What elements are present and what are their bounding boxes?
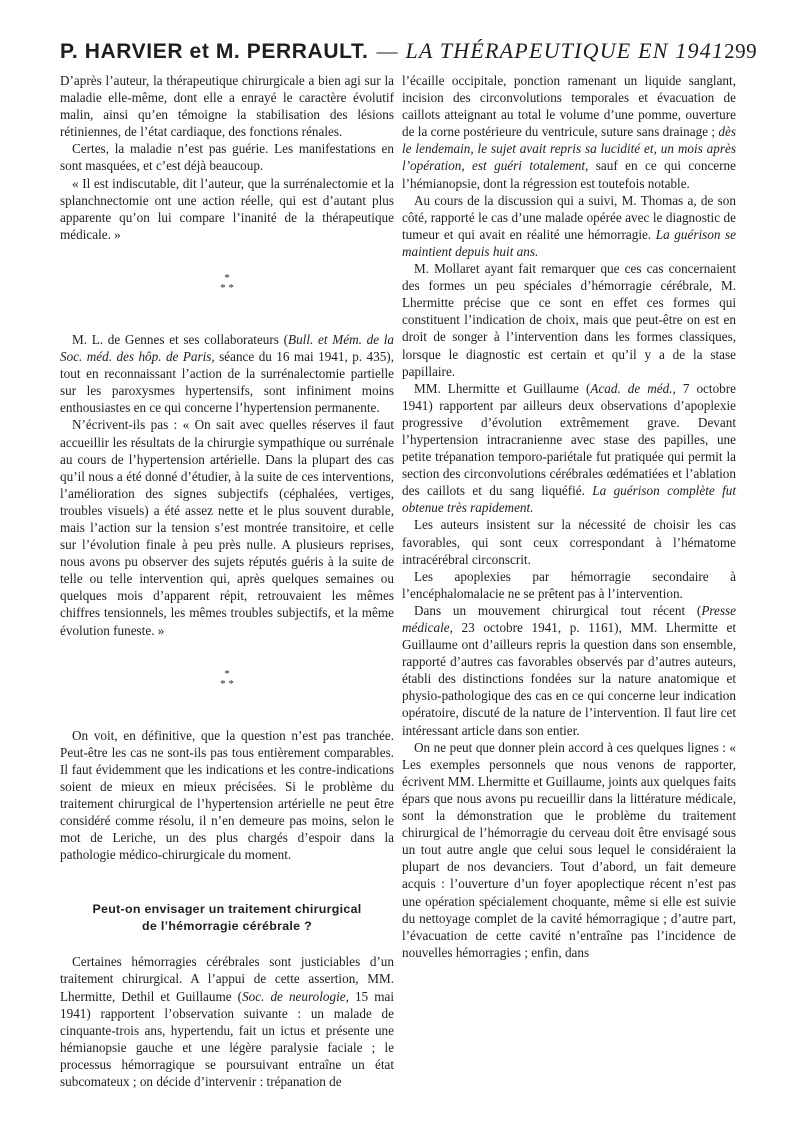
- emphasis: La guérison se maintient depuis huit ans.: [402, 226, 736, 259]
- paragraph: [60, 331, 394, 416]
- left-column: [60, 72, 394, 1090]
- paragraph: On voit, en définitive, que la question n’est pas tranchée. Peut-être les cas ne sont-ils pas tous entièrement comparables. Il faut évidemment que les indications et les contre-indications soient de mieux en mieux précisées. Si le problème du traitement chirurgical de l’hypertension artérielle ne peut être considéré comme résolu, il n’en demeure pas moins, selon le mot de Leriche, un des plus chargés d’espoir dans la pathologie médico-chirurgicale du moment.: [60, 727, 394, 863]
- section-ornament: [60, 273, 394, 293]
- text-run: l’écaille occipitale, ponction ramenant un liquide sanglant, incision des circonvolutions temporales et évacuation de caillots atteignant au total le volume d’une pomme, ouverture de la corne postérieure du ventricule, suture sans drainage ;: [402, 73, 736, 140]
- paragraph: M. Mollaret ayant fait remarquer que ces cas concernaient des formes un peu spéciales d’hémorragie cérébrale, M. Lhermitte précise que ce sont en effet ces formes qui constituent l’indication de choix, mais que peut-être on est en droit de songer à l’intervention dans les formes classiques, lorsque le diagnostic est certain et qu’il y a de la stase papillaire.: [402, 261, 736, 379]
- text-run: 7 octobre 1941) rapportent par ailleurs deux observations d’apoplexie progressive d’évolution extrêmement grave. Devant l’hypertension intracranienne avec stase des papilles, une petite trépanation temporo-pariétale fut pratiquée qui permit la section des circonvolutions cérébrales œdématiées et l’ablation des caillots et du sang liquéfié.: [402, 380, 736, 499]
- paragraph: D’après l’auteur, la thérapeutique chirurgicale a bien agi sur la maladie elle-même, dont elle a enrayé le caractère évolutif malin, ainsi qu’en témoigne la stabilisation des lésions rétiniennes, de l’état cardiaque, des fonctions rénales.: [60, 73, 394, 140]
- text-run: MM. Lhermitte et Guillaume (: [414, 380, 591, 396]
- section-ornament: [60, 669, 394, 689]
- text-run: séance du 16 mai 1941, p. 435), tout en reconnaissant l’action de la surrénalectomie partielle sur les paroxysmes hypertensifs, sont infiniment moins enthousiastes en ce qui concerne l’hypertension permanente.: [60, 349, 394, 416]
- paragraph: [60, 953, 394, 1090]
- emphasis: dès le lendemain, le sujet avait repris sa lucidité et, un mois après l’opération, est guéri totalement,: [402, 124, 736, 174]
- citation: Soc. de neurologie,: [242, 988, 349, 1004]
- asterism-top: *: [224, 271, 230, 284]
- paragraph: Les auteurs insistent sur la nécessité de choisir les cas favorables, qui sont ceux correspondant à l’hématome intracérébral circonscrit.: [402, 517, 736, 567]
- citation: Presse médicale,: [402, 602, 736, 635]
- page-number: 299: [724, 39, 758, 63]
- header-separator: —: [376, 39, 398, 63]
- right-column: [402, 72, 736, 1090]
- paragraph: « Il est indiscutable, dit l’auteur, que la surrénalectomie et la splanchnectomie ont une action réelle, qui est d’autant plus apparente qu’on lui compare l’inanité de la thérapeutique médicale. »: [60, 175, 394, 242]
- paragraph: [402, 72, 736, 192]
- running-header: [60, 38, 758, 72]
- paragraph: Certes, la maladie n’est pas guérie. Les manifestations en sont masquées, et c’est déjà beaucoup.: [60, 141, 394, 174]
- header-title: LA THÉRAPEUTIQUE EN 1941: [405, 38, 725, 63]
- header-authors: P. HARVIER et M. PERRAULT.: [60, 40, 369, 63]
- paragraph: N’écrivent-ils pas : « On sait avec quelles réserves il faut accueillir les résultats de la chirurgie sympathique ou surrénale au cours de l’hypertension artérielle. Dans la plupart des cas qu’il nous a été donné d’étudier, à la suite de ces interventions, l’amélioration des signes subjectifs (céphalées, vertiges, troubles visuels) a été assez nette et le plus souvent durable, mais l’action sur la tension s’est montrée transitoire, et celle sur l’évolution finale à peu près nulle. A plusieurs reprises, nous avons pu observer des sujets réputés guéris à la suite de telle ou telle intervention qui, après quelques semaines ou quelques mois d’apparent répit, retrouvaient les mêmes chiffres tensionnels, les mêmes troubles subjectifs, et la même évolution funeste. »: [60, 417, 394, 638]
- paragraph: On ne peut que donner plein accord à ces quelques lignes : « Les exemples personnels que nous venons de rapporter, écrivent MM. Lhermitte et Guillaume, joints aux quelques faits épars que nous avons pu recueillir dans la littérature médicale, sont la démonstration que le problème du traitement chirurgical de l’hémorragie du cerveau doit être envisagé sous un tout autre angle que celui sous lequel le considéraient la plupart de nos devanciers. Tout d’abord, un fait demeure acquis : l’ouverture d’un foyer apoplectique récent n’est pas une opération spécialement choquante, même si elle est suivie du nettoyage complet de la cavité hémorragique ; d’autre part, l’évacuation de cette cavité n’entraîne pas l’incidence de nouvelles hémorragies ; enfin, dans: [402, 739, 737, 960]
- section-heading: [60, 901, 394, 935]
- paragraph: [402, 602, 736, 739]
- paragraph: [402, 380, 736, 517]
- paragraph: Les apoplexies par hémorragie secondaire à l’encéphalomalacie ne se prêtent pas à l’intervention.: [402, 568, 736, 601]
- asterism-bottom: * *: [220, 281, 234, 294]
- text-run: 15 mai 1941) rapportent l’observation suivante : un malade de cinquante-trois ans, hypertendu, fait un ictus et présente une hémianopsie gauche et une légère paralysie faciale ; le processus hémorragique se poursuivant entraîne un état subcomateux ; on décide d’intervenir : trépanation de: [60, 988, 394, 1090]
- text-run: M. L. de Gennes et ses collaborateurs (: [72, 331, 289, 347]
- text-run: sauf en ce qui concerne l’hémianopsie, dont la régression est toutefois notable.: [402, 158, 736, 191]
- emphasis: La guérison complète fut obtenue très rapidement.: [402, 483, 736, 516]
- text-run: 23 octobre 1941, p. 1161), MM. Lhermitte et Guillaume ont d’ailleurs repris la question dans son ensemble, rapporté d’autres cas favorables observés par d’autres auteurs, établi des distinctions fondées sur la nature anatomique et physio-pathologique des cas en ce qui concerne leur indication opératoire, discuté de la nature de l’intervention. Il faut lire cet intéressant article dans son entier.: [402, 620, 736, 738]
- text-run: Dans un mouvement chirurgical tout récent (: [414, 602, 702, 618]
- asterism-bottom: * *: [220, 677, 234, 690]
- section-heading-line: Peut-on envisager un traitement chirurgical: [92, 902, 362, 917]
- text-columns: [60, 72, 736, 1090]
- paragraph: [402, 192, 736, 260]
- asterism-top: *: [224, 667, 230, 680]
- citation: Bull. et Mém. de la Soc. méd. des hôp. de Paris,: [60, 331, 395, 365]
- text-run: Au cours de la discussion qui a suivi, M. Thomas a, de son côté, rapporté le cas d’une malade opérée avec le diagnostic de tumeur et qui avait en réalité une hémorragie.: [402, 192, 736, 242]
- section-heading-line: de l’hémorragie cérébrale ?: [142, 919, 312, 934]
- citation: Acad. de méd.,: [590, 380, 676, 396]
- text-run: Certaines hémorragies cérébrales sont justiciables d’un traitement chirurgical. A l’appui de cette assertion, MM. Lhermitte, Dethil et Guillaume (: [60, 954, 394, 1004]
